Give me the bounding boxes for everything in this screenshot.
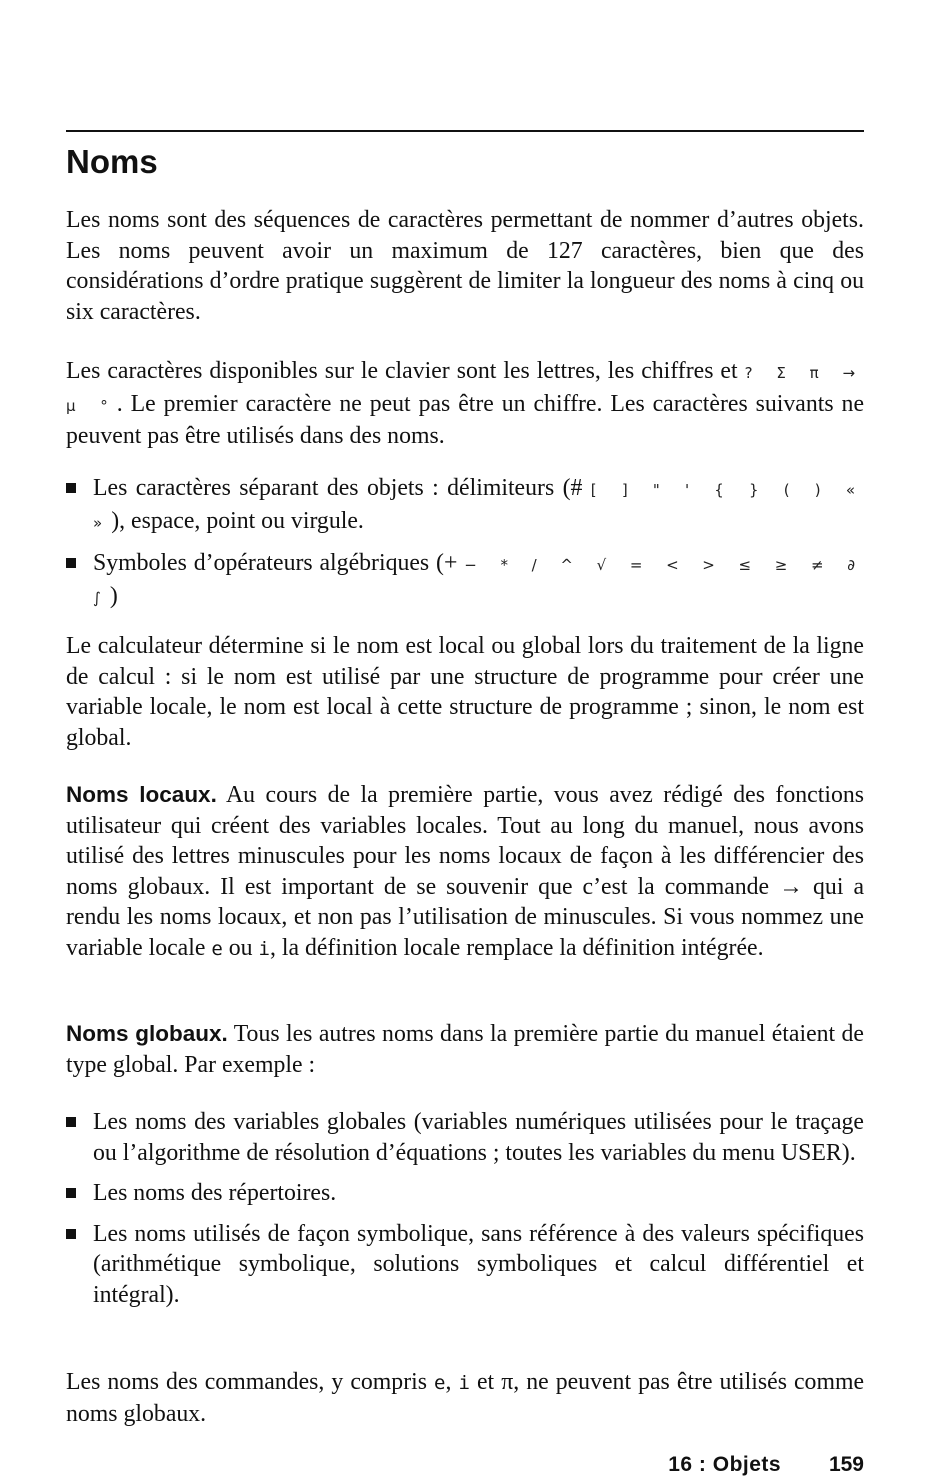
local-var-i: i (258, 937, 270, 960)
bullet-icon (66, 558, 76, 568)
paragraph-intro: Les noms sont des séquences de caractères permettant de nommer d’autres objets. Les noms peuvent avoir un maximum de 127 caractères, bien que des considérations d’ordre pratique suggèrent de limiter la longueur des noms à cinq ou six caractères. (66, 207, 864, 325)
page-number: 159 (828, 1453, 864, 1476)
global-names-lead: Noms globaux. (66, 1021, 228, 1046)
bullet-icon (66, 1188, 76, 1198)
command-i: i (458, 1372, 470, 1394)
list-item-text-b: ) (109, 582, 118, 609)
arrow-command-icon: → (779, 873, 803, 900)
list-item (66, 473, 864, 538)
command-names-text-a: Les noms des commandes, y compris (66, 1369, 427, 1395)
global-names-text: Tous les autres noms dans la première partie du manuel étaient de type global. Par exemple : (66, 1021, 864, 1078)
local-names-text-b: qui a rendu les noms locaux, et non pas l’utilisation de minuscules. Si vous nommez une variable locale (66, 873, 865, 961)
list-item-text-a: Les caractères séparant des objets : délimiteurs (# (93, 475, 583, 501)
list-item (66, 548, 864, 613)
keyboard-symbols: ? Σ π → μ ° (66, 364, 865, 415)
command-names-text-b: , ne peuvent pas être utilisés comme noms globaux. (66, 1369, 865, 1427)
local-names-text-c: , la définition locale remplace la définition intégrée. (269, 934, 764, 961)
command-pi: π (501, 1369, 514, 1395)
bullet-icon (66, 483, 76, 493)
page-footer (668, 1452, 864, 1478)
list-item-text-b: ), espace, point ou virgule. (111, 507, 364, 534)
comma: , (445, 1369, 452, 1395)
footer-section: 16 : Objets (668, 1453, 782, 1476)
global-names-list (66, 1107, 864, 1310)
local-var-e: e (211, 937, 223, 960)
paragraph-local-global: Le calculateur détermine si le nom est local ou global lors du traitement de la ligne de calcul : si le nom est utilisé par une structure de programme pour créer une variable locale, le nom est local à cette structure de programme ; sinon, le nom est global. (66, 633, 864, 751)
list-item-text-a: Symboles d’opérateurs algébriques (+ (93, 550, 458, 576)
list-item (66, 1219, 864, 1311)
section-heading: Noms (66, 143, 158, 180)
paragraph-command-names (66, 1367, 864, 1429)
paragraph-characters (66, 356, 864, 452)
list-item (66, 1107, 864, 1168)
list-item-text: Les noms des variables globales (variables numériques utilisées pour le traçage ou l’algorithme de résolution d’équations ; toutes les variables du menu USER). (93, 1109, 864, 1166)
paragraph-characters-text-a: Les caractères disponibles sur le clavier sont les lettres, les chiffres et (66, 358, 738, 384)
forbidden-characters-list (66, 473, 864, 613)
local-names-lead: Noms locaux. (66, 782, 217, 807)
list-item-text: Les noms des répertoires. (93, 1180, 337, 1206)
paragraph-characters-text-b: . Le premier caractère ne peut pas être un chiffre. Les caractères suivants ne peuvent pas être utilisés dans des noms. (66, 390, 864, 449)
bullet-icon (66, 1229, 76, 1239)
top-rule (66, 130, 864, 132)
command-e: e (434, 1372, 446, 1394)
list-item-text: Les noms utilisés de façon symbolique, sans référence à des valeurs spécifiques (arithmétique symbolique, solutions symboliques et calcul différentiel et intégral). (93, 1220, 864, 1308)
paragraph-global-names (66, 1019, 864, 1080)
command-names-et: et (477, 1369, 495, 1395)
local-names-text-a: Au cours de la première partie, vous avez rédigé des fonctions utilisateur qui créent des variables locales. Tout au long du manuel, nous avons utilisé des lettres minuscules pour les noms locaux de façon à les différencier des noms globaux. Il est important de se souvenir que c’est la commande (66, 782, 865, 900)
operator-symbols: − * / ^ √ = < > ≤ ≥ ≠ ∂ ∫ (93, 556, 865, 607)
delimiter-symbols: [ ] " ' { } ( ) « » (93, 481, 864, 532)
local-names-or: ou (228, 934, 253, 961)
paragraph-local-names (66, 780, 864, 964)
bullet-icon (66, 1117, 76, 1127)
list-item (66, 1178, 864, 1209)
